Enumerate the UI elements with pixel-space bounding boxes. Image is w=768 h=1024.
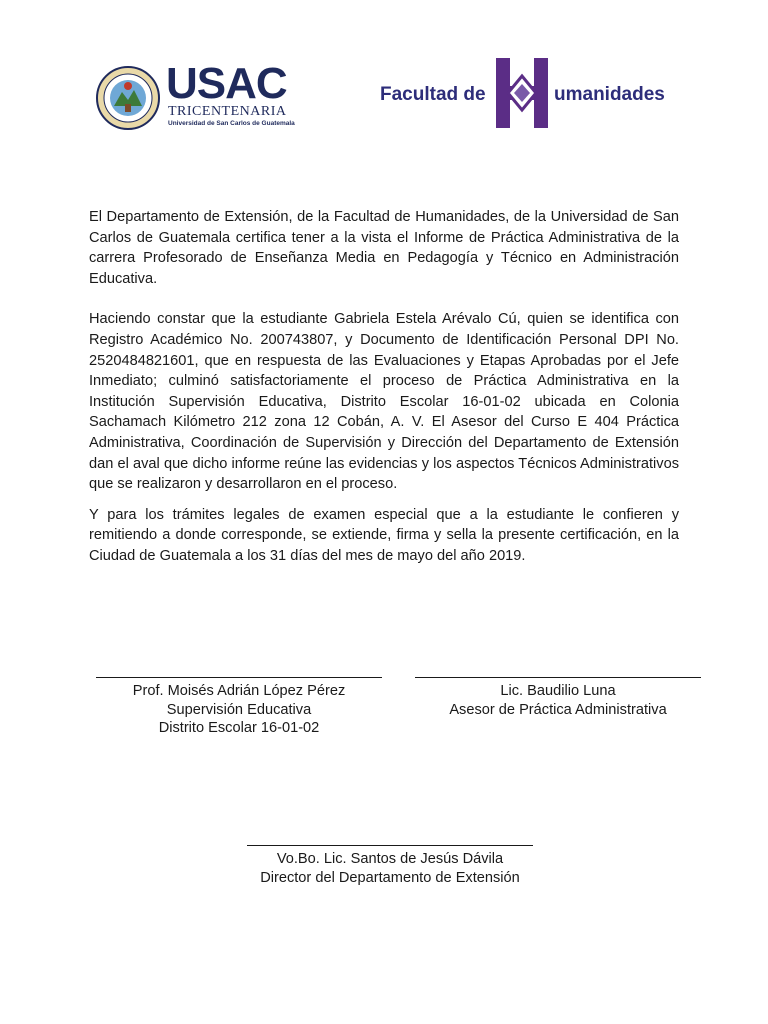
fac-suffix: umanidades: [554, 84, 665, 105]
usac-tricentenaria: TRICENTENARIA: [168, 104, 287, 119]
signer-title: Asesor de Práctica Administrativa: [449, 701, 667, 718]
signature-block-director: [247, 845, 533, 887]
signature-line: [247, 845, 533, 846]
fac-prefix: Facultad de: [380, 84, 486, 105]
signer-district: Distrito Escolar 16-01-02: [158, 720, 320, 736]
usac-wordmark: USAC: [166, 59, 287, 108]
signature-line: [415, 677, 701, 678]
usac-university-name: Universidad de San Carlos de Guatemala: [168, 120, 295, 127]
humanidades-logo: [380, 58, 680, 130]
paragraph-3: Y para los trámites legales de examen especial que a la estudiante le confieren y remitiendo a donde corresponde, se extiende, firma y sella la presente certificación, en la Ciudad de Guatemala a los 31 días del mes de mayo del año 2019.: [89, 506, 679, 564]
paragraph-1: El Departamento de Extensión, de la Facultad de Humanidades, de la Universidad de San Carlos de Guatemala certifica tener a la vista el Informe de Práctica Administrativa de la carrera Profesorado de Enseñanza Media en Pedagogía y Técnico en Administración Educativa.: [89, 209, 679, 287]
usac-logo: [96, 59, 306, 132]
signature-block-advisor: [415, 677, 701, 719]
paragraph-2: Haciendo constar que la estudiante Gabriela Estela Arévalo Cú, quien se identifica con Registro Académico No. 200743807, y Documento de Identificación Personal DPI No. 2520484821601, que en respuesta de las Evaluaciones y Etapas Aprobadas por el Jefe Inmediato; culminó satisfactoriamente el proceso de Práctica Administrativa en la Institución Supervisión Educativa, Distrito Escolar 16-01-02 ubicada en Colonia Sachamach Kilómetro 212 zona 12 Cobán, A. V. El Asesor del Curso E 404 Práctica Administrativa, Coordinación de Supervisión y Dirección del Departamento de Extensión dan el aval que dicho informe reúne las evidencias y los aspectos Técnicos Administrativos que se realizaron y desarrollaron en el proceso.: [89, 311, 679, 493]
signer-title: Director del Departamento de Extensión: [260, 869, 520, 886]
signer-name: Lic. Baudilio Luna: [500, 683, 616, 699]
certification-body: [89, 207, 679, 567]
signer-name: Prof. Moisés Adrián López Pérez: [132, 683, 346, 699]
signature-line: [96, 677, 382, 678]
signer-title: Supervisión Educativa: [166, 701, 312, 718]
usac-seal-icon: [96, 66, 160, 130]
signer-name: Vo.Bo. Lic. Santos de Jesús Dávila: [276, 851, 504, 867]
humanidades-h-icon: [492, 58, 552, 128]
signature-block-supervisor: [96, 677, 382, 738]
